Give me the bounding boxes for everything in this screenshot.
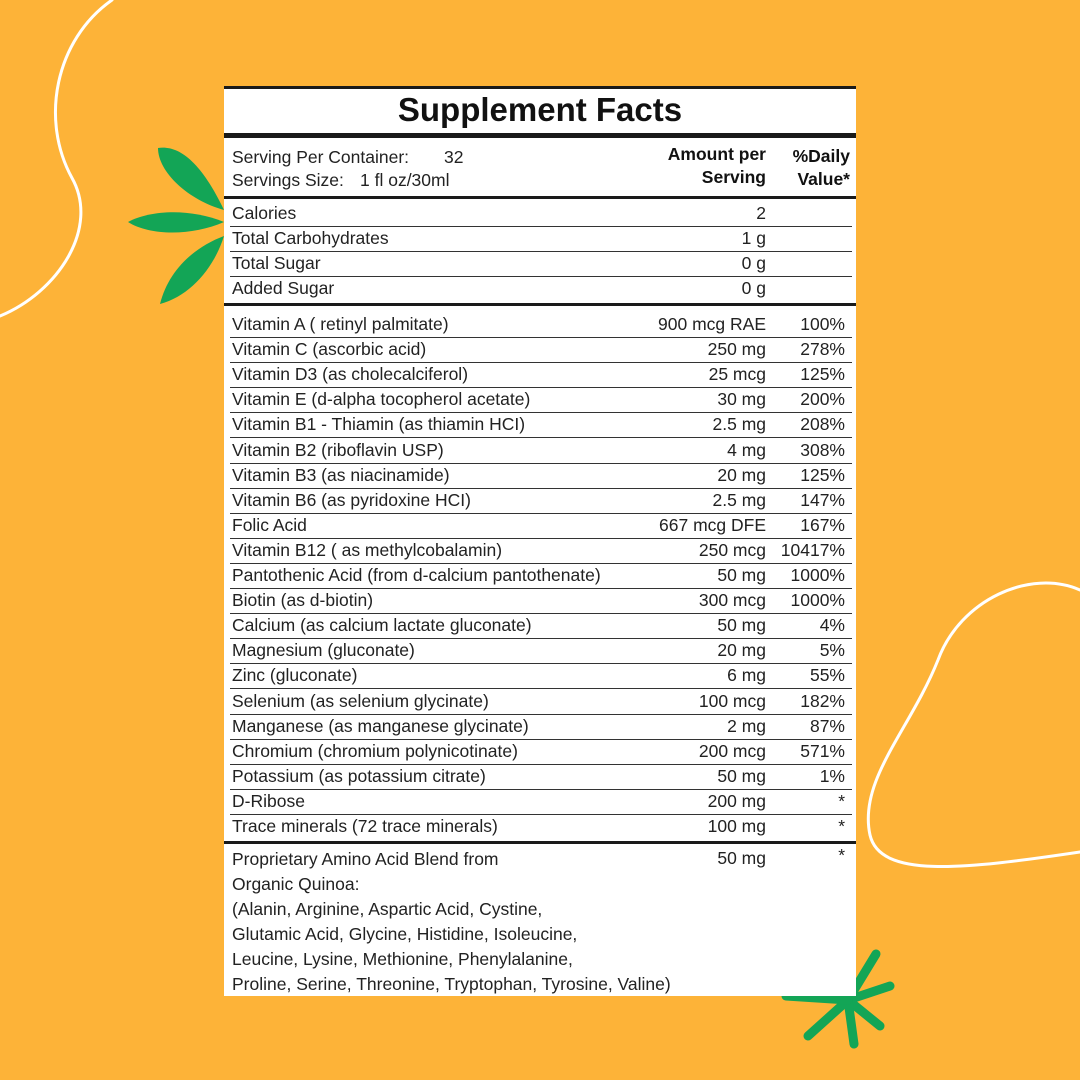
amino-acid-blend-description — [232, 847, 792, 996]
facts-row — [224, 277, 856, 302]
amount-per-serving: 2 — [756, 203, 766, 223]
amount-per-serving: 0 g — [741, 278, 766, 298]
facts-row — [224, 338, 856, 363]
facts-row — [224, 413, 856, 438]
blend-line: Leucine, Lysine, Methionine, Phenylalanine, — [232, 949, 573, 970]
nutrient-name: Vitamin E (d-alpha tocopherol acetate) — [232, 389, 531, 410]
facts-row — [224, 639, 856, 664]
facts-row — [224, 489, 856, 514]
amount-per-serving: 100 mcg — [698, 690, 766, 711]
header-rule — [224, 196, 856, 199]
facts-row — [224, 313, 856, 338]
daily-value-percent: 571% — [800, 740, 845, 761]
amount-per-serving: 200 mcg — [698, 740, 766, 761]
daily-value-percent: 1000% — [790, 565, 845, 585]
nutrient-name: Manganese (as manganese glycinate) — [232, 715, 529, 736]
nutrient-name: Vitamin B1 - Thiamin (as thiamin HCI) — [232, 414, 526, 435]
amount-per-serving: 50 mg — [717, 615, 766, 636]
facts-row — [224, 664, 856, 689]
white-curve-right — [868, 583, 1080, 866]
amount-per-serving: 1 g — [741, 228, 766, 248]
daily-value-header — [793, 145, 850, 191]
amount-per-serving: 250 mcg — [698, 539, 766, 560]
nutrient-name: Magnesium (gluconate) — [232, 640, 415, 661]
blend-rule — [224, 841, 856, 844]
white-curve-left — [0, 0, 112, 316]
daily-value-percent: 1000% — [790, 590, 845, 611]
nutrient-name: Chromium (chromium polynicotinate) — [232, 740, 518, 761]
label-title: Supplement Facts — [397, 91, 683, 128]
blend-amount: 50 mg — [717, 848, 766, 868]
daily-value-percent: 208% — [800, 414, 845, 435]
facts-row — [224, 363, 856, 388]
nutrient-name: Total Carbohydrates — [232, 228, 389, 248]
amount-per-serving: 2.5 mg — [712, 414, 766, 435]
facts-row — [224, 690, 856, 715]
nutrient-name: D-Ribose — [232, 790, 305, 811]
daily-value-percent: 125% — [800, 464, 845, 485]
nutrient-name: Vitamin B2 (riboflavin USP) — [232, 439, 444, 460]
amount-per-serving: 300 mcg — [698, 590, 766, 611]
facts-row — [224, 464, 856, 489]
facts-row — [224, 227, 856, 252]
serving-size-value: 1 fl oz/30ml — [360, 170, 450, 190]
daily-value-header-line2: Value* — [797, 169, 850, 189]
facts-row — [224, 388, 856, 413]
amount-per-serving: 0 g — [741, 253, 766, 273]
nutrient-name: Calcium (as calcium lactate gluconate) — [232, 615, 532, 636]
daily-value-percent: 100% — [800, 314, 845, 334]
daily-value-percent: 55% — [809, 665, 845, 686]
nutrients-rule — [224, 303, 856, 306]
facts-row — [224, 202, 856, 227]
daily-value-percent: 10417% — [780, 539, 845, 560]
daily-value-percent: 200% — [800, 389, 845, 410]
title-rule — [224, 133, 856, 138]
nutrient-name: Biotin (as d-biotin) — [232, 590, 374, 611]
nutrient-name: Vitamin B6 (as pyridoxine HCI) — [232, 489, 471, 510]
amount-per-serving: 2.5 mg — [712, 489, 766, 510]
amount-per-serving: 100 mg — [707, 816, 766, 836]
nutrient-name: Selenium (as selenium glycinate) — [232, 690, 489, 711]
amount-per-serving: 250 mg — [707, 339, 766, 360]
blend-line: Glutamic Acid, Glycine, Histidine, Isoleucine, — [232, 924, 578, 945]
servings-per-container-value: 32 — [444, 147, 464, 167]
amount-per-serving: 4 mg — [727, 439, 766, 460]
nutrient-name: Vitamin B12 ( as methylcobalamin) — [232, 539, 503, 560]
facts-row — [224, 740, 856, 765]
amount-per-serving: 2 mg — [727, 715, 766, 736]
daily-value-percent: 167% — [800, 514, 845, 535]
amount-per-serving: 200 mg — [707, 790, 766, 811]
blend-line: Proline, Serine, Threonine, Tryptophan, Tyrosine, Valine) — [232, 974, 671, 995]
nutrient-name: Added Sugar — [232, 278, 335, 298]
nutrient-name: Folic Acid — [232, 514, 307, 535]
nutrient-name: Trace minerals (72 trace minerals) — [232, 816, 498, 836]
serving-size-label: Servings Size: — [232, 170, 344, 190]
nutrient-name: Zinc (gluconate) — [232, 665, 358, 686]
facts-row — [224, 715, 856, 740]
nutrient-name: Potassium (as potassium citrate) — [232, 765, 486, 786]
facts-row — [224, 439, 856, 464]
facts-row — [224, 614, 856, 639]
nutrient-name: Vitamin A ( retinyl palmitate) — [232, 314, 449, 334]
servings-per-container-label: Serving Per Container: — [232, 147, 410, 167]
daily-value-header-line1: %Daily — [792, 146, 850, 166]
facts-row — [224, 252, 856, 277]
facts-row — [224, 564, 856, 589]
daily-value-percent: 1% — [819, 765, 845, 786]
nutrient-name: Pantothenic Acid (from d-calcium pantothenate) — [232, 565, 601, 585]
nutrient-name: Vitamin C (ascorbic acid) — [232, 339, 427, 360]
supplement-facts-label — [224, 86, 856, 996]
amount-header — [668, 143, 766, 189]
green-leaf-icon — [128, 148, 224, 304]
amount-per-serving: 50 mg — [717, 565, 766, 585]
nutrient-name: Total Sugar — [232, 253, 321, 273]
facts-row — [224, 765, 856, 790]
amount-per-serving: 667 mcg DFE — [659, 514, 766, 535]
amount-per-serving: 6 mg — [727, 665, 766, 686]
facts-row — [224, 539, 856, 564]
blend-line: Proprietary Amino Acid Blend from — [232, 849, 499, 869]
amount-header-line1: Amount per — [667, 144, 766, 164]
amount-per-serving: 25 mcg — [708, 364, 766, 385]
amount-per-serving: 30 mg — [717, 389, 766, 410]
blend-line: Organic Quinoa: — [232, 874, 360, 895]
facts-row — [224, 514, 856, 539]
nutrient-name: Vitamin B3 (as niacinamide) — [232, 464, 450, 485]
blend-daily-value: * — [838, 845, 845, 865]
nutrient-name: Vitamin D3 (as cholecalciferol) — [232, 364, 469, 385]
daily-value-percent: 4% — [819, 615, 845, 636]
facts-row — [224, 790, 856, 815]
daily-value-percent: 308% — [800, 439, 845, 460]
amount-per-serving: 20 mg — [717, 464, 766, 485]
daily-value-percent: * — [838, 790, 845, 811]
daily-value-percent: 5% — [819, 640, 845, 661]
nutrient-name: Calories — [232, 203, 297, 223]
blend-line: (Alanin, Arginine, Aspartic Acid, Cystine, — [232, 899, 543, 920]
facts-row — [224, 815, 856, 840]
daily-value-percent: * — [838, 816, 845, 836]
facts-row — [224, 589, 856, 614]
daily-value-percent: 125% — [800, 364, 845, 385]
daily-value-percent: 147% — [800, 489, 845, 510]
amount-per-serving: 50 mg — [717, 765, 766, 786]
daily-value-percent: 87% — [809, 715, 845, 736]
daily-value-percent: 278% — [800, 339, 845, 360]
amount-per-serving: 20 mg — [717, 640, 766, 661]
amount-per-serving: 900 mcg RAE — [658, 314, 766, 334]
daily-value-percent: 182% — [800, 690, 845, 711]
amount-header-line2: Serving — [701, 167, 766, 187]
